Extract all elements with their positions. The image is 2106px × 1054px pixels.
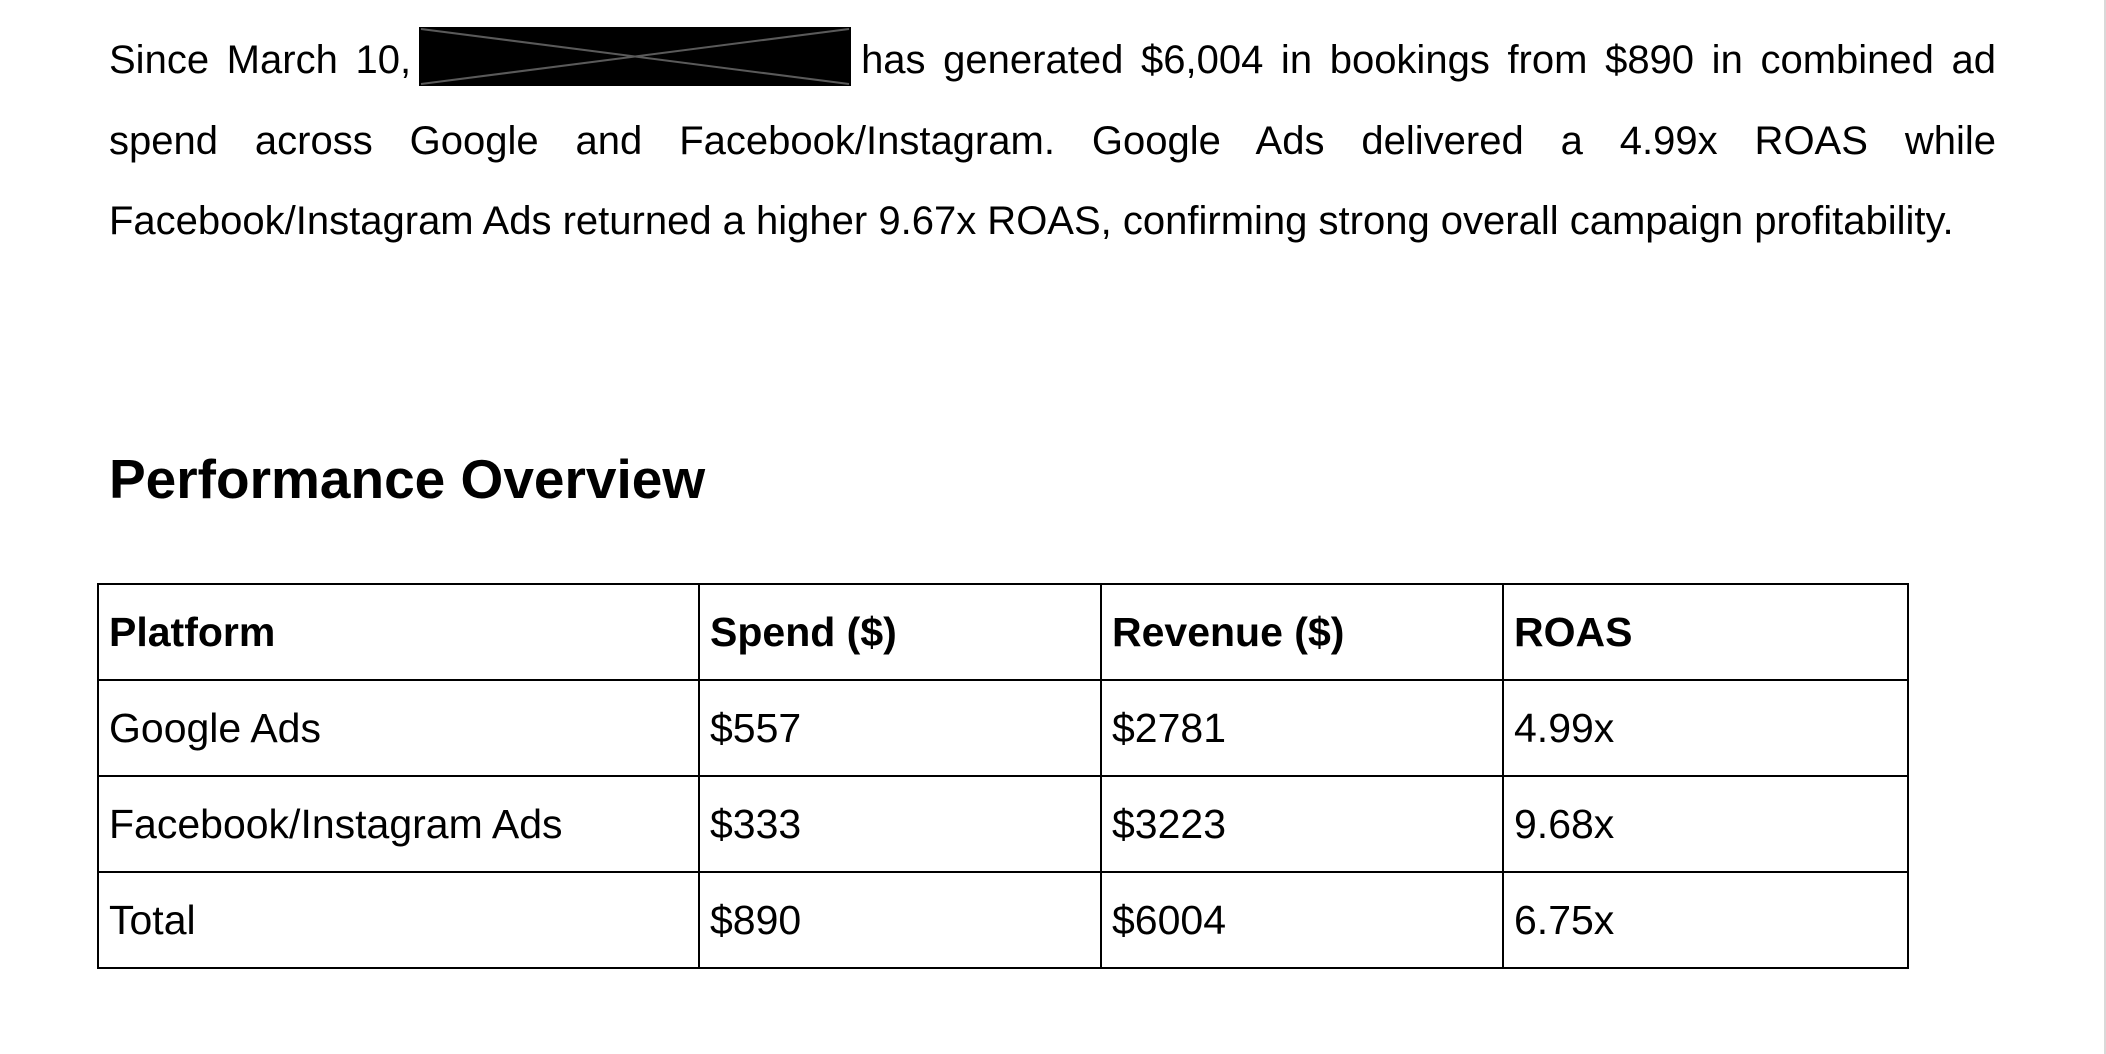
performance-table	[97, 583, 1909, 969]
summary-text-start: Since March 10,	[109, 38, 412, 82]
cell-roas: 4.99x	[1503, 680, 1908, 776]
cell-platform: Google Ads	[98, 680, 699, 776]
header-spend: Spend ($)	[699, 584, 1101, 680]
cell-revenue: $3223	[1101, 776, 1503, 872]
cell-spend: $557	[699, 680, 1101, 776]
table-row	[98, 776, 1908, 872]
cell-revenue: $6004	[1101, 872, 1503, 968]
cell-roas: 6.75x	[1503, 872, 1908, 968]
redaction-cross-icon	[419, 27, 851, 86]
header-revenue: Revenue ($)	[1101, 584, 1503, 680]
cell-platform: Total	[98, 872, 699, 968]
section-heading: Performance Overview	[109, 448, 706, 510]
header-platform: Platform	[98, 584, 699, 680]
cell-spend: $890	[699, 872, 1101, 968]
table-row-total	[98, 872, 1908, 968]
summary-paragraph	[109, 20, 1996, 262]
table-row	[98, 680, 1908, 776]
summary-text-rest: has generated $6,004 in bookings from $890 in combined ad spend across Google and Facebook/Instagram. Google Ads delivered a 4.99x ROAS while Facebook/Instagram Ads returned a higher 9.67x ROAS, confirming strong overall campaign profitability.	[109, 38, 1996, 243]
cell-revenue: $2781	[1101, 680, 1503, 776]
cell-spend: $333	[699, 776, 1101, 872]
cell-roas: 9.68x	[1503, 776, 1908, 872]
redacted-name-block	[419, 27, 851, 86]
cell-platform: Facebook/Instagram Ads	[98, 776, 699, 872]
header-roas: ROAS	[1503, 584, 1908, 680]
table-header-row	[98, 584, 1908, 680]
